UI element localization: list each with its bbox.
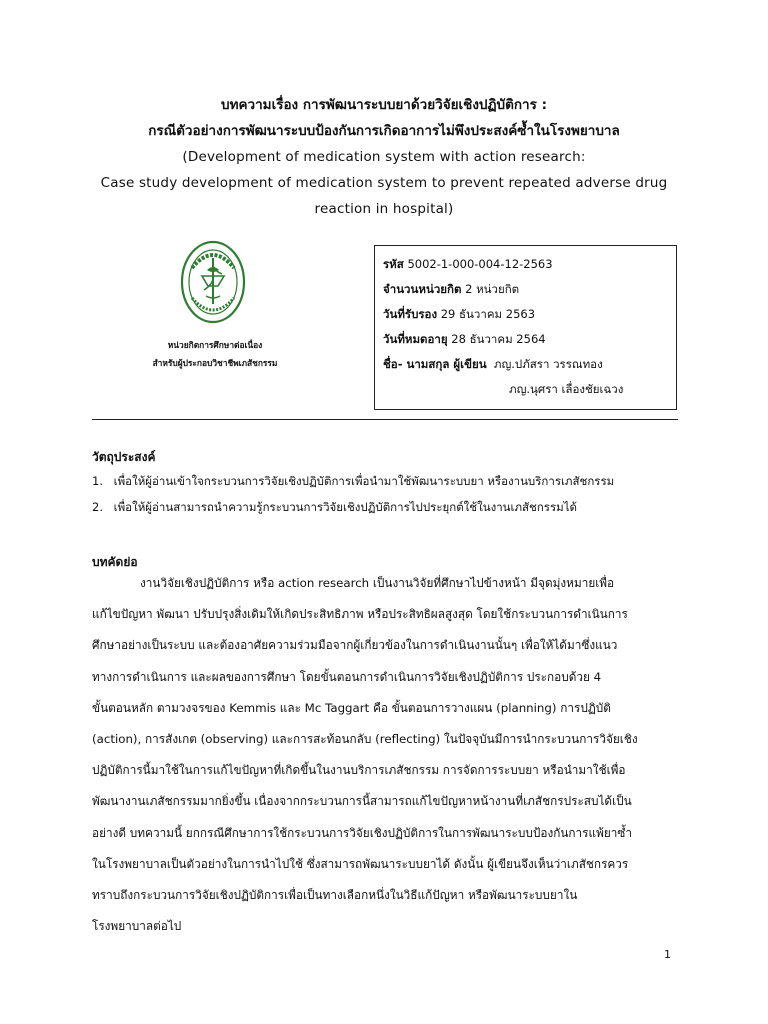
abstract-line: ทราบถึงกระบวนการวิจัยเชิงปฏิบัติการเพื่อเป็นทางเลือกหนึ่งในวิธีแก้ปัญหา หรือพัฒนาระบบยาใน bbox=[92, 888, 578, 903]
title-line-1: บทความเรื่อง การพัฒนาระบบยาด้วยวิจัยเชิงปฏิบัติการ : bbox=[221, 97, 547, 113]
title-line-3: (Development of medication system with action research: bbox=[182, 149, 586, 165]
author-label: ชื่อ- นามสกุล ผู้เขียน bbox=[383, 357, 487, 371]
course-code-row bbox=[383, 252, 668, 277]
unit-line-2: สำหรับผู้ประกอบวิชาชีพเภสัชกรรม bbox=[152, 358, 278, 368]
unit-line-1: หน่วยกิตการศึกษาต่อเนื่อง bbox=[167, 340, 263, 350]
accepted-value: 29 ธันวาคม 2563 bbox=[440, 307, 536, 321]
accepted-date-row bbox=[383, 302, 668, 327]
page-number: 1 bbox=[664, 948, 671, 961]
author-2: ภญ.นุศรา เลื่องชัยเฉวง bbox=[509, 382, 624, 396]
accepted-label: วันที่รับรอง bbox=[383, 307, 438, 321]
credit-label: จำนวนหน่วยกิต bbox=[383, 282, 462, 296]
credit-value: 2 หน่วยกิต bbox=[465, 282, 520, 296]
code-value: 5002-1-000-004-12-2563 bbox=[407, 257, 553, 271]
abstract-line: โรงพยาบาลต่อไป bbox=[92, 919, 182, 934]
title-line-5: reaction in hospital) bbox=[314, 201, 454, 217]
credit-row bbox=[383, 277, 668, 302]
objective-item bbox=[92, 468, 682, 494]
section-divider bbox=[92, 419, 678, 420]
title-line-2: กรณีตัวอย่างการพัฒนาระบบป้องกันการเกิดอาการไม่พึงประสงค์ซ้ำในโรงพยาบาล bbox=[148, 123, 620, 139]
abstract-line: ในโรงพยาบาลเป็นตัวอย่างในการนำไปใช้ ซึ่งสามารถพัฒนาระบบยาได้ ดังนั้น ผู้เขียนจึงเห็นว่าเภสัชกรควร bbox=[92, 856, 629, 871]
objective-number: 1. bbox=[92, 474, 103, 488]
abstract-line: ขั้นตอนหลัก ตามวงจรของ Kemmis และ Mc Taggart คือ ขั้นตอนการวางแผน (planning) การปฏิบัติ bbox=[92, 700, 611, 715]
expire-label: วันที่หมดอายุ bbox=[383, 332, 448, 346]
title-line-4: Case study development of medication system to prevent repeated adverse drug bbox=[100, 175, 668, 191]
abstract-line: แก้ไขปัญหา พัฒนา ปรับปรุงสิ่งเดิมให้เกิดประสิทธิภาพ หรือประสิทธิผลสูงสุด โดยใช้กระบวนการดำเนินการ bbox=[92, 607, 628, 622]
objective-item bbox=[92, 494, 682, 520]
education-unit-label bbox=[120, 336, 310, 372]
objective-number: 2. bbox=[92, 500, 103, 514]
objectives-section bbox=[92, 446, 682, 520]
abstract-line: (action), การสังเกต (observing) และการสะท้อนกลับ (reflecting) ในปัจจุบันมีการนำกระบวนการวิจัยเชิง bbox=[92, 732, 638, 747]
objective-text: เพื่อให้ผู้อ่านสามารถนำความรู้กระบวนการวิจัยเชิงปฏิบัติการไปประยุกต์ใช้ในงานเภสัชกรรมได้ bbox=[113, 500, 577, 514]
objective-text: เพื่อให้ผู้อ่านเข้าใจกระบวนการวิจัยเชิงปฏิบัติการเพื่อนำมาใช้พัฒนาระบบยา หรืองานบริการเภสัชกรรม bbox=[113, 474, 615, 488]
article-title bbox=[60, 92, 708, 222]
author-row bbox=[383, 352, 668, 377]
abstract-line: อย่างดี บทความนี้ ยกกรณีศึกษาการใช้กระบวนการวิจัยเชิงปฏิบัติการในการพัฒนาระบบป้องกันการแพ้ยาซ้ำ bbox=[92, 825, 633, 840]
abstract-line: ทางการดำเนินการ และผลของการศึกษา โดยขั้นตอนการดำเนินการวิจัยเชิงปฏิบัติการ ประกอบด้วย 4 bbox=[92, 669, 602, 684]
author-1: ภญ.ปภัสรา วรรณทอง bbox=[493, 357, 603, 371]
code-label: รหัส bbox=[383, 257, 404, 271]
abstract-line: ศึกษาอย่างเป็นระบบ และต้องอาศัยความร่วมมือจากผู้เกี่ยวข้องในการดำเนินงานนั้นๆ เพื่อให้ได้มาซึ่งแนว bbox=[92, 638, 618, 653]
expire-date-row bbox=[383, 327, 668, 352]
pharmacy-council-seal-icon bbox=[180, 240, 246, 324]
expire-value: 28 ธันวาคม 2564 bbox=[451, 332, 546, 346]
course-info-box bbox=[374, 245, 677, 410]
objectives-heading: วัตถุประสงค์ bbox=[92, 450, 156, 464]
author-row-2 bbox=[383, 377, 668, 402]
abstract-body bbox=[92, 568, 682, 942]
abstract-heading: บทคัดย่อ bbox=[92, 555, 138, 569]
abstract-line: ปฏิบัติการนี้มาใช้ในการแก้ไขปัญหาที่เกิดขึ้นในงานบริการเภสัชกรรม การจัดการระบบยา หรือนำมาใช้เพื่อ bbox=[92, 763, 626, 778]
abstract-line: พัฒนางานเภสัชกรรมมากยิ่งขึ้น เนื่องจากกระบวนการนี้สามารถแก้ไขปัญหาหน้างานที่เภสัชกรประสบได้เป็น bbox=[92, 794, 632, 809]
abstract-line: งานวิจัยเชิงปฏิบัติการ หรือ action research เป็นงานวิจัยที่ศึกษาไปข้างหน้า มีจุดมุ่งหมายเพื่อ bbox=[140, 576, 615, 590]
